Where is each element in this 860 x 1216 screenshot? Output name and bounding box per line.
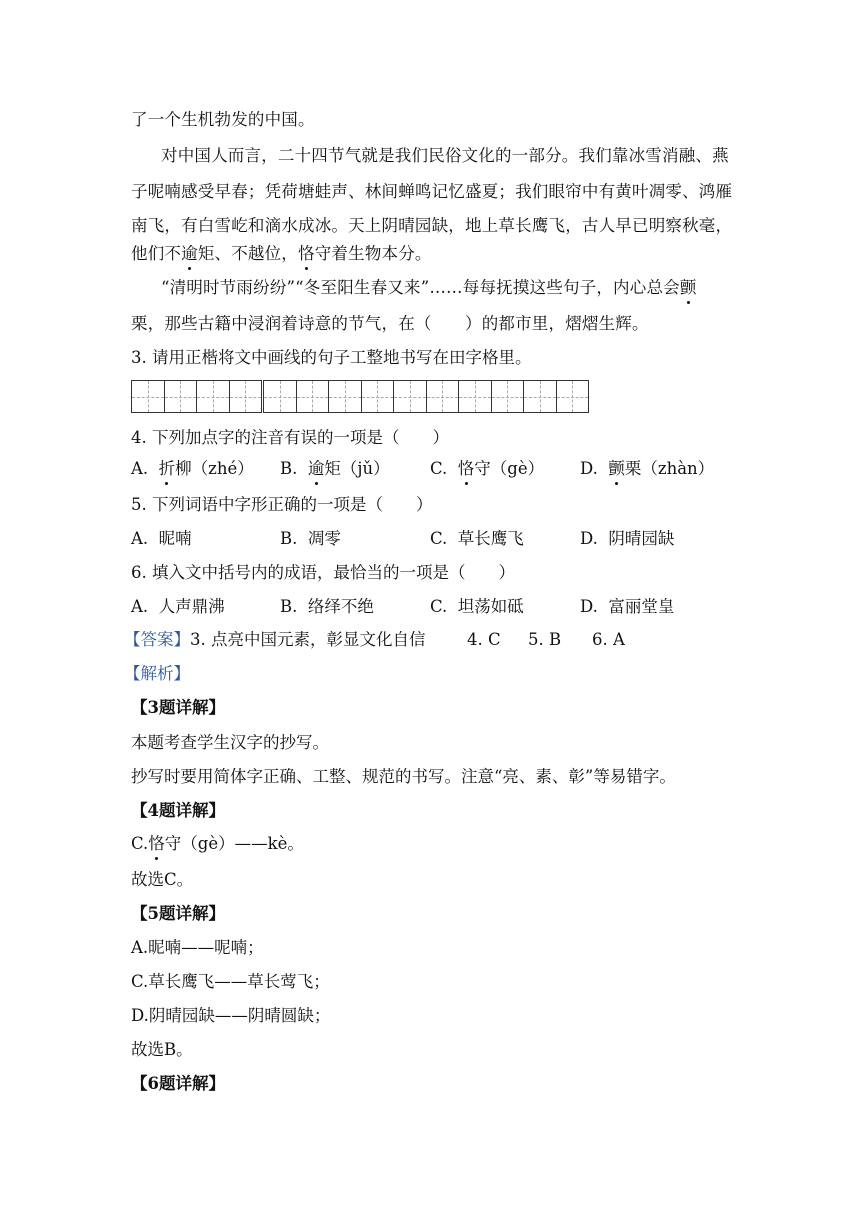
option-letter: A.	[131, 459, 149, 478]
option-letter: B.	[280, 529, 298, 548]
q5-option-d	[580, 529, 674, 549]
question-3: 3. 请用正楷将文中画线的句子工整地书写在田字格里。	[131, 348, 532, 367]
answer-6: 6. A	[592, 630, 625, 649]
option-text: 阴晴园缺	[608, 529, 675, 548]
answer-label: 【答案】	[124, 630, 190, 649]
dotted-char: 恪	[148, 834, 165, 853]
option-text: 昵喃	[158, 529, 192, 548]
grid-cell[interactable]	[263, 380, 297, 413]
q6-option-b	[280, 597, 374, 617]
analysis-text: 抄写时要用简体字正确、工整、规范的书写。注意“亮、素、彰”等易错字。	[131, 767, 676, 786]
text-span: 守（gè）——kè。	[164, 834, 304, 853]
dotted-char: 颤	[679, 278, 697, 297]
passage-line: 南飞，有白雪屹和滴水成冰。天上阴晴园缺，地上草长鹰飞，古人早已明察秋毫，	[131, 216, 733, 235]
analysis-text: 故选C。	[131, 870, 194, 889]
question-5: 5. 下列词语中字形正确的一项是（ ）	[131, 495, 433, 514]
text-span: 守着生物本分。	[314, 244, 432, 263]
analysis-text: 本题考查学生汉字的抄写。	[131, 733, 329, 752]
text-span: C.	[131, 834, 149, 853]
q5-option-b	[280, 529, 341, 549]
option-letter: D.	[580, 529, 598, 548]
grid-cell[interactable]	[556, 380, 590, 413]
option-letter: D.	[580, 597, 598, 616]
option-text: 柳（zhé）	[175, 459, 254, 478]
analysis-text: C.草长鹰飞——草长莺飞；	[131, 972, 330, 991]
question-4: 4. 下列加点字的注音有误的一项是（ ）	[131, 428, 449, 447]
option-text: 矩（jǔ）	[324, 459, 390, 478]
grid-cell[interactable]	[458, 380, 492, 413]
option-text: 凋零	[307, 529, 341, 548]
grid-cell[interactable]	[491, 380, 525, 413]
answer-3: 3. 点亮中国元素，彰显文化自信	[190, 630, 426, 649]
analysis-text: 故选B。	[131, 1040, 193, 1059]
grid-cell[interactable]	[196, 380, 230, 413]
dotted-char: 恪	[298, 244, 315, 263]
option-text: 人声鼎沸	[158, 597, 225, 616]
passage-line: 对中国人而言，二十四节气就是我们民俗文化的一部分。我们靠冰雪消融、燕	[161, 146, 729, 165]
text-span: 矩、不越位，	[197, 244, 299, 263]
text-span: 他们不	[131, 244, 182, 263]
option-letter: D.	[580, 459, 598, 478]
q6-option-a	[131, 597, 225, 617]
grid-cell[interactable]	[523, 380, 557, 413]
q6-option-d	[580, 597, 674, 617]
q5-option-a	[131, 529, 192, 549]
grid-cell[interactable]	[426, 380, 460, 413]
option-letter: C.	[430, 529, 448, 548]
passage-line: 了一个生机勃发的中国。	[131, 110, 315, 129]
dotted-char: 折	[158, 459, 176, 478]
analysis-label: 【解析】	[124, 664, 190, 683]
q4-option-b	[280, 459, 390, 479]
dotted-char: 恪	[457, 459, 475, 478]
option-letter: A.	[131, 597, 149, 616]
answer-line	[124, 630, 426, 650]
grid-cell[interactable]	[393, 380, 427, 413]
grid-cell[interactable]	[361, 380, 395, 413]
analysis-text: A.昵喃——呢喃；	[131, 938, 264, 957]
detail-heading-6: 【6题详解】	[131, 1074, 225, 1093]
dotted-char: 逾	[181, 244, 198, 263]
detail-heading-3: 【3题详解】	[131, 698, 225, 717]
option-letter: C.	[430, 597, 448, 616]
dotted-char: 颤	[608, 459, 625, 478]
detail-heading-5: 【5题详解】	[131, 904, 225, 923]
option-text: 守（gè）	[474, 459, 545, 478]
grid-cell[interactable]	[164, 380, 198, 413]
grid-cell[interactable]	[296, 380, 330, 413]
passage-line	[161, 278, 697, 298]
q4-option-d	[580, 459, 714, 479]
passage-line: 子呢喃感受早春；凭荷塘蛙声、林间蝉鸣记忆盛夏；我们眼帘中有黄叶凋零、鸿雁	[131, 182, 733, 201]
answer-5: 5. B	[528, 630, 562, 649]
option-letter: B.	[280, 459, 298, 478]
text-span: “清明时节雨纷纷”“冬至阳生春又来”……每每抚摸这些句子，内心总会	[161, 278, 680, 297]
option-letter: A.	[131, 529, 149, 548]
dotted-char: 逾	[307, 459, 325, 478]
option-letter: C.	[430, 459, 448, 478]
passage-line	[131, 244, 432, 264]
option-text: 草长鹰飞	[457, 529, 524, 548]
q5-option-c	[430, 529, 524, 549]
analysis-text: D.阴晴园缺——阴晴圆缺；	[131, 1006, 331, 1025]
option-text: 络绎不绝	[307, 597, 374, 616]
q6-option-c	[430, 597, 524, 617]
tianzige-grid[interactable]	[131, 380, 588, 413]
q4-option-c	[430, 459, 544, 479]
grid-cell[interactable]	[328, 380, 362, 413]
grid-cell[interactable]	[131, 380, 165, 413]
option-text: 坦荡如砥	[457, 597, 524, 616]
detail-heading-4: 【4题详解】	[131, 801, 225, 820]
q4-option-a	[131, 459, 254, 479]
grid-cell[interactable]	[229, 380, 263, 413]
answer-4: 4. C	[467, 630, 501, 649]
analysis-text	[131, 834, 304, 854]
option-text: 富丽堂皇	[608, 597, 675, 616]
question-6: 6. 填入文中括号内的成语，最恰当的一项是（ ）	[131, 563, 515, 582]
option-text: 栗（zhàn）	[624, 459, 715, 478]
passage-line: 栗，那些古籍中浸润着诗意的节气，在（ ）的都市里，熠熠生辉。	[131, 314, 649, 333]
option-letter: B.	[280, 597, 298, 616]
